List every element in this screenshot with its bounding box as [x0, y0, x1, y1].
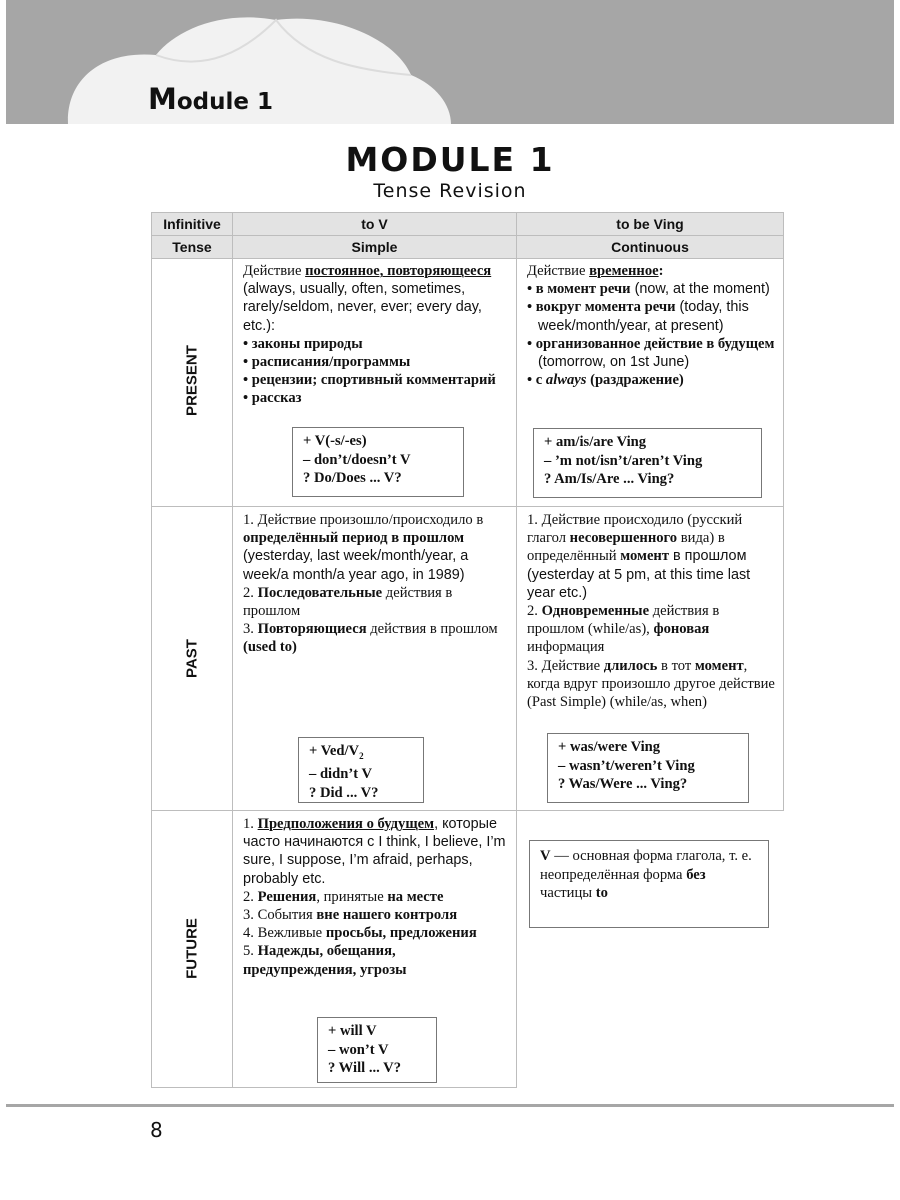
- formula-negative: – wasn’t/weren’t Ving: [558, 757, 695, 774]
- decorative-petal-shape: [6, 0, 894, 124]
- list-item: 1. Действие происходило (русский глагол несовершенного вида) в определённый момент в прошлом (yesterday at 5 pm, at this time last year etc.): [527, 512, 751, 601]
- present-continuous-cell: [527, 262, 779, 389]
- header-continuous: Continuous: [517, 236, 783, 258]
- list-item: • в момент речи (now, at the moment): [527, 281, 770, 298]
- past-continuous-formula: [547, 733, 749, 803]
- module-tag: Module 1: [148, 82, 273, 116]
- footer-divider: [6, 1104, 894, 1107]
- table-line: [151, 1087, 516, 1088]
- formula-negative: – ’m not/isn’t/aren’t Ving: [544, 452, 703, 469]
- table-line: [232, 212, 233, 1088]
- list-item: • с always (раздражение): [527, 372, 684, 389]
- past-simple-formula: [298, 737, 424, 803]
- list-item: 3. Повторяющиеся действия в прошлом (used to): [243, 621, 498, 656]
- note-box: V — основная форма глагола, т. е. неопределённая форма без частицы to: [529, 840, 769, 928]
- list-item: • рассказ: [243, 390, 302, 407]
- future-simple-formula: [317, 1017, 437, 1083]
- row-label-past: PAST: [183, 639, 201, 678]
- list-item: • организованное действие в будущем (tomorrow, on 1st June): [527, 335, 775, 371]
- header-infinitive: Infinitive: [152, 213, 232, 235]
- formula-question: ? Do/Does ... V?: [303, 470, 402, 486]
- formula-question: ? Will ... V?: [328, 1060, 401, 1076]
- list-item: 3. События вне нашего контроля: [243, 907, 458, 924]
- header-tense: Tense: [152, 236, 232, 258]
- list-item: 3. Действие длилось в тот момент, когда вдруг произошло другое действие (Past Simple) (while/as, when): [527, 657, 775, 711]
- formula-negative: – didn’t V: [309, 766, 372, 783]
- present-simple-intro: Действие постоянное, повторяющееся (always, usually, often, sometimes, rarely/seldom, never, ever; every day, etc.):: [243, 263, 492, 334]
- header-band: [6, 0, 894, 124]
- formula-question: ? Did ... V?: [309, 784, 379, 801]
- list-item: • вокруг момента речи (today, this week/month/year, at present): [527, 299, 749, 334]
- list-item: 2. Решения, принятые на месте: [243, 888, 444, 905]
- table-line: [783, 212, 784, 811]
- list-item: 4. Вежливые просьбы, предложения: [243, 925, 477, 942]
- formula-affirmative: + was/were Ving: [558, 739, 661, 755]
- past-simple-cell: [243, 511, 508, 657]
- formula-affirmative: + Ved/$V_2$: [309, 743, 364, 761]
- list-item: 1. Действие произошло/происходило в определённый период в прошлом (yesterday, last week/month/year, a week/a month/a year ago, in 1989): [243, 512, 484, 583]
- table-line: [151, 506, 783, 507]
- page-subtitle: Tense Revision: [373, 180, 527, 202]
- list-item: 1. Предположения о будущем, которые часто начинаются с I think, I believe, I’m sure, I suppose, I’m afraid, perhaps, probably etc.: [243, 816, 506, 887]
- present-simple-formula: [292, 427, 464, 497]
- past-continuous-cell: [527, 511, 779, 711]
- list-item: 2. Одновременные действия в прошлом (while/as), фоновая информация: [527, 603, 720, 656]
- header-to-be-ving: to be Ving: [517, 213, 783, 235]
- list-item: • расписания/программы: [243, 354, 411, 371]
- present-continuous-formula: [533, 428, 762, 498]
- page-number: 8: [150, 1118, 163, 1142]
- row-label-future: FUTURE: [183, 918, 201, 979]
- list-item: • рецензии; спортивный комментарий: [243, 372, 496, 389]
- table-line: [151, 212, 152, 1088]
- formula-question: ? Was/Were ... Ving?: [558, 776, 688, 792]
- list-item: • законы природы: [243, 335, 363, 352]
- table-line: [151, 258, 783, 259]
- present-simple-cell: [243, 262, 508, 408]
- page-title: MODULE 1: [345, 140, 555, 179]
- formula-affirmative: + V(-s/-es): [303, 433, 367, 449]
- future-simple-cell: [243, 815, 508, 979]
- formula-affirmative: + will V: [328, 1023, 377, 1039]
- formula-negative: – don’t/doesn’t V: [303, 451, 411, 468]
- formula-question: ? Am/Is/Are ... Ving?: [544, 471, 675, 487]
- list-item: 5. Надежды, обещания, предупреждения, угрозы: [243, 943, 407, 978]
- table-line: [516, 212, 517, 1088]
- header-to-v: to V: [233, 213, 516, 235]
- present-continuous-intro: Действие временное:: [527, 263, 664, 279]
- formula-negative: – won’t V: [328, 1041, 389, 1058]
- list-item: 2. Последовательные действия в прошлом: [243, 584, 453, 620]
- formula-affirmative: + am/is/are Ving: [544, 434, 647, 450]
- row-label-present: PRESENT: [183, 345, 201, 416]
- table-line: [151, 810, 783, 811]
- header-simple: Simple: [233, 236, 516, 258]
